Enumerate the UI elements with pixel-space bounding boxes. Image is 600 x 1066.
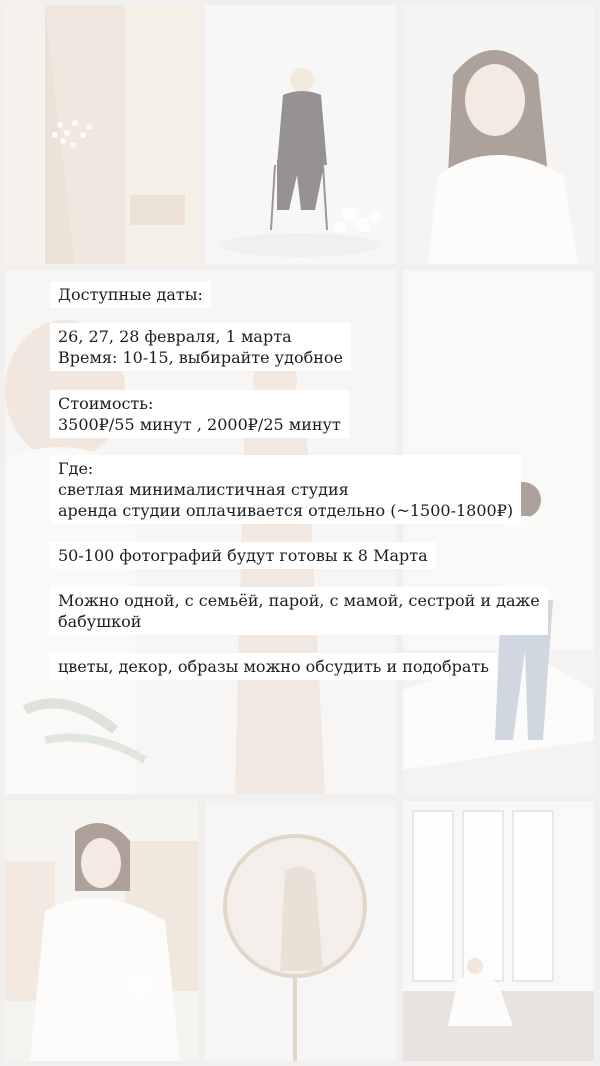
dates-block — [50, 323, 351, 371]
time-line: Время: 10-15, выбирайте удобное — [58, 348, 343, 367]
price-line: 3500₽/55 минут , 2000₽/25 минут — [58, 415, 341, 434]
dates-line: 26, 27, 28 февраля, 1 марта — [58, 327, 292, 346]
dates-heading: Доступные даты: — [58, 285, 203, 304]
photos-line: 50-100 фотографий будут готовы к 8 Марта — [58, 546, 428, 565]
company-line-1: Можно одной, с семьёй, парой, с мамой, сестрой и даже — [58, 591, 540, 610]
where-line-2: аренда студии оплачивается отдельно (~1500-1800₽) — [58, 501, 514, 520]
company-line-2: бабушкой — [58, 612, 142, 631]
extras-block — [50, 653, 497, 680]
price-block — [50, 390, 349, 438]
where-block — [50, 455, 521, 524]
where-line-1: светлая минималистичная студия — [58, 480, 349, 499]
company-block — [50, 587, 548, 635]
where-heading: Где: — [58, 459, 94, 478]
extras-line: цветы, декор, образы можно обсудить и подобрать — [58, 657, 489, 676]
photos-block — [50, 542, 436, 569]
dates-heading-block — [50, 281, 211, 308]
price-heading: Стоимость: — [58, 394, 154, 413]
